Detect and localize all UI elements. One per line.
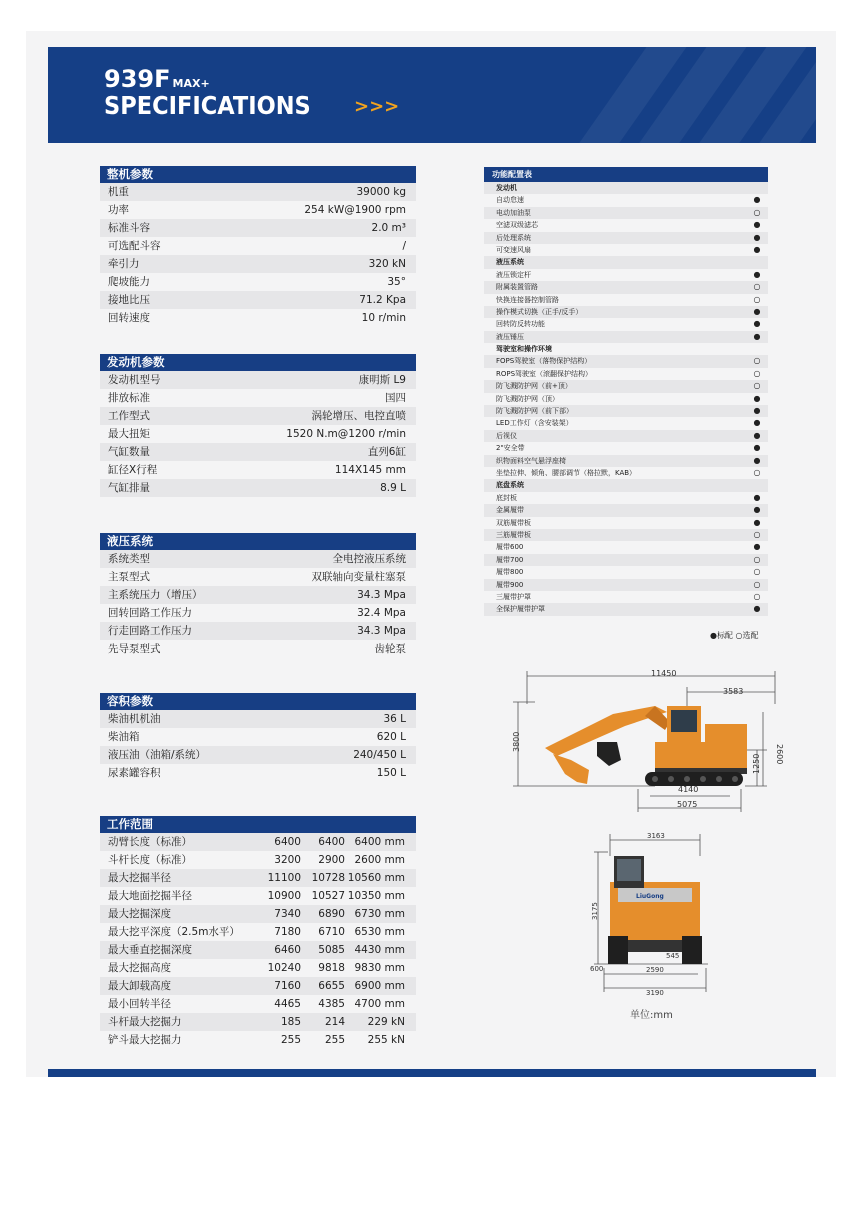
section-rows — [100, 371, 416, 497]
row-label: 缸径X行程 — [108, 464, 158, 476]
feature-mark — [746, 343, 768, 355]
engine-params-table — [100, 354, 416, 497]
row-value-a: 7340 — [274, 908, 301, 920]
feature-category — [484, 182, 768, 194]
feature-row — [484, 294, 768, 306]
section-rows — [100, 710, 416, 782]
row-value-a: 10240 — [267, 962, 301, 974]
table-row — [100, 371, 416, 389]
feature-row — [484, 430, 768, 442]
table-row — [100, 764, 416, 782]
table-row — [100, 461, 416, 479]
section-title: 发动机参数 — [100, 354, 416, 371]
table-row — [100, 851, 416, 869]
table-row — [100, 604, 416, 622]
row-value-b: 9818 — [318, 962, 345, 974]
feature-table-title: 功能配置表 — [484, 167, 768, 182]
row-label: 柴油机机油 — [108, 713, 161, 725]
row-label: 系统类型 — [108, 553, 150, 565]
row-label: 发动机型号 — [108, 374, 161, 386]
feature-mark: ● — [753, 418, 761, 428]
row-value: 齿轮泵 — [374, 643, 406, 655]
feature-name: 快换连接器控制管路 — [496, 295, 559, 304]
footer-bar — [48, 1069, 816, 1077]
feature-mark: ● — [753, 244, 761, 254]
feature-mark: ● — [753, 406, 761, 416]
dim-undercarriage-length: 5075 — [677, 800, 698, 809]
table-row — [100, 869, 416, 887]
table-row — [100, 425, 416, 443]
dim-overall-length: 11450 — [651, 669, 677, 678]
feature-name: 三筋履带板 — [496, 530, 531, 539]
dim-cab-height: 3175 — [591, 902, 599, 920]
table-row — [100, 479, 416, 497]
section-rows — [100, 833, 416, 1049]
feature-name: 附属装置管路 — [496, 283, 538, 292]
feature-mark: ● — [753, 195, 761, 205]
feature-mark: ● — [753, 517, 761, 527]
row-value-c: 6730 mm — [354, 908, 405, 920]
header-banner — [48, 47, 816, 143]
feature-name: 双筋履带板 — [496, 518, 531, 527]
model-name: 939F MAX+ — [104, 65, 210, 93]
section-rows — [100, 550, 416, 658]
feature-mark: ○ — [753, 579, 761, 589]
feature-row — [484, 380, 768, 392]
row-label: 最大卸载高度 — [108, 980, 171, 992]
machine-params-table — [100, 166, 416, 327]
row-value: 36 L — [383, 713, 406, 725]
table-row — [100, 905, 416, 923]
row-value-b: 214 — [324, 1016, 345, 1028]
table-row — [100, 389, 416, 407]
row-value-b: 10527 — [311, 890, 345, 902]
unit-label: 单位:mm — [630, 1010, 673, 1021]
feature-row — [484, 306, 768, 318]
table-row — [100, 407, 416, 425]
working-range-table — [100, 816, 416, 1049]
row-label: 主系统压力（增压） — [108, 589, 203, 601]
row-label: 行走回路工作压力 — [108, 625, 192, 637]
table-row — [100, 291, 416, 309]
feature-mark: ● — [753, 220, 761, 230]
table-row — [100, 959, 416, 977]
row-value: 2.0 m³ — [371, 222, 406, 234]
feature-row — [484, 455, 768, 467]
feature-row — [484, 504, 768, 516]
table-row — [100, 728, 416, 746]
dim-track-length: 4140 — [678, 785, 699, 794]
feature-row — [484, 331, 768, 343]
section-title: 容积参数 — [100, 693, 416, 710]
row-value-a: 255 — [280, 1034, 301, 1046]
row-value-b: 4385 — [318, 998, 345, 1010]
feature-name: 底封板 — [496, 493, 517, 502]
dim-gauge: 2590 — [646, 966, 664, 974]
table-row — [100, 995, 416, 1013]
feature-row — [484, 467, 768, 479]
feature-category — [484, 256, 768, 268]
row-value-a: 11100 — [267, 872, 301, 884]
row-value-c: 6900 mm — [354, 980, 405, 992]
feature-mark: ● — [753, 306, 761, 316]
feature-row — [484, 355, 768, 367]
row-value-b: 5085 — [318, 944, 345, 956]
row-value-c: 6400 mm — [354, 836, 405, 848]
feature-name: 履带900 — [496, 580, 524, 589]
row-value: 1520 N.m@1200 r/min — [286, 428, 406, 440]
section-title: 整机参数 — [100, 166, 416, 183]
table-row — [100, 309, 416, 327]
feature-mark: ○ — [753, 282, 761, 292]
feature-name: 2"安全带 — [496, 444, 525, 453]
row-value: 康明斯 L9 — [358, 374, 406, 386]
feature-name: 驾驶室和操作环境 — [496, 345, 552, 354]
feature-mark: ● — [753, 319, 761, 329]
row-value: 32.4 Mpa — [357, 607, 406, 619]
table-row — [100, 923, 416, 941]
feature-name: FOPS驾驶室（落物保护结构） — [496, 357, 592, 366]
table-row — [100, 710, 416, 728]
excavator-front-view — [588, 828, 728, 998]
feature-mark: ● — [753, 269, 761, 279]
feature-name: 自动怠速 — [496, 196, 524, 205]
table-row — [100, 622, 416, 640]
dim-upper-width: 3163 — [647, 832, 665, 840]
row-label: 最大挖掘半径 — [108, 872, 171, 884]
feature-mark: ● — [753, 455, 761, 465]
row-label: 斗杆最大挖掘力 — [108, 1016, 182, 1028]
feature-mark: ○ — [753, 591, 761, 601]
feature-name: 织物面料空气悬浮座椅 — [496, 456, 566, 465]
row-value-c: 229 kN — [367, 1016, 405, 1028]
dim-shoe-width: 600 — [590, 965, 604, 973]
hydraulic-system-table — [100, 533, 416, 658]
feature-mark: ○ — [753, 294, 761, 304]
feature-row — [484, 541, 768, 553]
feature-legend: ●标配 ○选配 — [710, 631, 759, 640]
row-value-c: 6530 mm — [354, 926, 405, 938]
row-value: 39000 kg — [356, 186, 406, 198]
row-value-b: 10728 — [311, 872, 345, 884]
row-label: 气缸数量 — [108, 446, 150, 458]
row-label: 动臂长度（标准） — [108, 836, 192, 848]
feature-name: 后处理系统 — [496, 233, 531, 242]
row-label: 最大挖平深度（2.5m水平） — [108, 926, 240, 938]
feature-mark — [746, 479, 768, 491]
row-value: / — [402, 240, 406, 252]
table-row — [100, 640, 416, 658]
row-value-b: 6400 — [318, 836, 345, 848]
feature-row — [484, 417, 768, 429]
row-value-a: 3200 — [274, 854, 301, 866]
row-value: 150 L — [376, 767, 406, 779]
row-label: 最大挖掘高度 — [108, 962, 171, 974]
row-label: 最大地面挖掘半径 — [108, 890, 192, 902]
row-value-b: 6710 — [318, 926, 345, 938]
row-label: 先导泵型式 — [108, 643, 161, 655]
row-value: 620 L — [376, 731, 406, 743]
section-rows — [100, 183, 416, 327]
feature-mark: ● — [753, 331, 761, 341]
row-label: 可选配斗容 — [108, 240, 161, 252]
table-row — [100, 1031, 416, 1049]
table-row — [100, 550, 416, 568]
feature-name: 履带600 — [496, 543, 524, 552]
feature-category — [484, 343, 768, 355]
row-label: 尿素罐容积 — [108, 767, 161, 779]
row-value: 8.9 L — [380, 482, 406, 494]
feature-row — [484, 517, 768, 529]
feature-row — [484, 244, 768, 256]
table-row — [100, 273, 416, 291]
feature-row — [484, 579, 768, 591]
feature-name: 底盘系统 — [496, 481, 524, 490]
feature-name: 发动机 — [496, 184, 517, 192]
table-row — [100, 746, 416, 764]
row-value-c: 255 kN — [367, 1034, 405, 1046]
row-value: 254 kW@1900 rpm — [304, 204, 406, 216]
row-value-c: 2600 mm — [354, 854, 405, 866]
feature-mark: ● — [753, 393, 761, 403]
capacity-params-table — [100, 693, 416, 782]
row-value-a: 7160 — [274, 980, 301, 992]
feature-row — [484, 232, 768, 244]
row-label: 标准斗容 — [108, 222, 150, 234]
feature-row — [484, 207, 768, 219]
feature-name: 液压系统 — [496, 258, 524, 267]
feature-row — [484, 603, 768, 615]
dim-overall-width: 3190 — [646, 989, 664, 997]
row-label: 爬坡能力 — [108, 276, 150, 288]
row-label: 最大扭矩 — [108, 428, 150, 440]
row-value: 71.2 Kpa — [359, 294, 406, 306]
feature-name: 空滤双级滤芯 — [496, 221, 538, 230]
row-label: 机重 — [108, 186, 129, 198]
row-value-a: 6400 — [274, 836, 301, 848]
row-value-c: 4430 mm — [354, 944, 405, 956]
feature-name: 后视仪 — [496, 431, 517, 440]
dim-height-2600: 2600 — [775, 744, 784, 765]
row-label: 回转回路工作压力 — [108, 607, 192, 619]
feature-row — [484, 591, 768, 603]
table-row — [100, 183, 416, 201]
feature-mark: ○ — [753, 554, 761, 564]
row-value-c: 9830 mm — [354, 962, 405, 974]
feature-row — [484, 269, 768, 281]
feature-name: 液压锁定杆 — [496, 270, 531, 279]
row-value: 240/450 L — [353, 749, 406, 761]
row-value-a: 4465 — [274, 998, 301, 1010]
feature-row — [484, 368, 768, 380]
feature-mark: ○ — [753, 567, 761, 577]
row-value-b: 255 — [324, 1034, 345, 1046]
row-value: 双联轴向变量柱塞泵 — [311, 571, 406, 583]
row-label: 牵引力 — [108, 258, 140, 270]
row-value: 10 r/min — [361, 312, 406, 324]
feature-name: 坐垫拉伸、倾角、腰部调节（格拉默，KAB） — [496, 468, 637, 477]
feature-name: 电动加油泵 — [496, 208, 531, 217]
feature-mark: ○ — [753, 529, 761, 539]
feature-row — [484, 529, 768, 541]
feature-name: 防飞溅防护网（顶） — [496, 394, 559, 403]
section-title: 液压系统 — [100, 533, 416, 550]
row-value: 114X145 mm — [334, 464, 406, 476]
feature-name: 操作模式切换（正手/反手） — [496, 307, 583, 316]
row-value-a: 185 — [280, 1016, 301, 1028]
table-row — [100, 568, 416, 586]
row-value: 35° — [387, 276, 406, 288]
row-value: 全电控液压系统 — [332, 553, 406, 565]
dim-height-1250: 1250 — [752, 753, 761, 774]
row-label: 铲斗最大挖掘力 — [108, 1034, 182, 1046]
feature-row — [484, 442, 768, 454]
dim-ground-clearance: 545 — [666, 952, 680, 960]
feature-mark: ○ — [753, 356, 761, 366]
table-row — [100, 201, 416, 219]
feature-name: 防飞溅防护网（前下部） — [496, 407, 573, 416]
feature-row — [484, 554, 768, 566]
feature-name: 液压锤压 — [496, 332, 524, 341]
feature-name: 可变速风扇 — [496, 245, 531, 254]
row-value: 34.3 Mpa — [357, 625, 406, 637]
table-row — [100, 219, 416, 237]
excavator-side-view — [505, 664, 790, 814]
row-label: 柴油箱 — [108, 731, 140, 743]
table-row — [100, 977, 416, 995]
feature-name: 回转防反转功能 — [496, 320, 545, 329]
page-title: SPECIFICATIONS — [104, 91, 311, 120]
row-value-b: 6655 — [318, 980, 345, 992]
feature-mark: ● — [753, 542, 761, 552]
row-value-c: 10560 mm — [347, 872, 405, 884]
dim-height-3800: 3800 — [512, 731, 521, 752]
row-value: 34.3 Mpa — [357, 589, 406, 601]
row-value-c: 4700 mm — [354, 998, 405, 1010]
table-row — [100, 1013, 416, 1031]
table-row — [100, 833, 416, 851]
row-value-b: 2900 — [318, 854, 345, 866]
feature-row — [484, 219, 768, 231]
feature-mark: ○ — [753, 207, 761, 217]
feature-name: 三履带护罩 — [496, 592, 531, 601]
feature-mark: ○ — [753, 368, 761, 378]
row-label: 液压油（油箱/系统） — [108, 749, 207, 761]
row-label: 最大挖掘深度 — [108, 908, 171, 920]
row-value-a: 10900 — [267, 890, 301, 902]
row-value-b: 6890 — [318, 908, 345, 920]
row-label: 最小回转半径 — [108, 998, 171, 1010]
row-value: 国四 — [385, 392, 406, 404]
table-row — [100, 586, 416, 604]
row-label: 主泵型式 — [108, 571, 150, 583]
feature-name: ROPS驾驶室（滚翻保护结构） — [496, 369, 593, 378]
feature-mark — [746, 182, 768, 194]
feature-mark: ● — [753, 443, 761, 453]
row-value-a: 6460 — [274, 944, 301, 956]
feature-mark: ● — [753, 232, 761, 242]
row-value-c: 10350 mm — [347, 890, 405, 902]
feature-mark: ● — [753, 430, 761, 440]
row-value: 320 kN — [368, 258, 406, 270]
feature-mark — [746, 256, 768, 268]
feature-mark: ○ — [753, 467, 761, 477]
row-value: 涡轮增压、电控直喷 — [311, 410, 406, 422]
feature-row — [484, 194, 768, 206]
row-label: 工作型式 — [108, 410, 150, 422]
feature-name: 金属履带 — [496, 506, 524, 515]
section-title: 工作范围 — [100, 816, 416, 833]
feature-name: 防飞溅防护网（前+顶） — [496, 382, 572, 391]
row-value-a: 7180 — [274, 926, 301, 938]
row-label: 接地比压 — [108, 294, 150, 306]
feature-mark: ○ — [753, 381, 761, 391]
row-label: 排放标准 — [108, 392, 150, 404]
feature-mark: ● — [753, 604, 761, 614]
feature-name: 履带700 — [496, 555, 524, 564]
table-row — [100, 237, 416, 255]
feature-category — [484, 479, 768, 491]
row-value: 直列6缸 — [367, 446, 406, 458]
row-label: 气缸排量 — [108, 482, 150, 494]
table-row — [100, 887, 416, 905]
feature-row — [484, 492, 768, 504]
feature-name: LED工作灯（含安装架） — [496, 419, 573, 428]
feature-config-table — [484, 167, 768, 616]
row-label: 最大垂直挖掘深度 — [108, 944, 192, 956]
feature-name: 全保护履带护罩 — [496, 605, 545, 614]
table-row — [100, 443, 416, 461]
feature-row — [484, 281, 768, 293]
feature-mark: ● — [753, 492, 761, 502]
feature-row — [484, 405, 768, 417]
feature-name: 履带800 — [496, 568, 524, 577]
table-row — [100, 255, 416, 273]
table-row — [100, 941, 416, 959]
feature-mark: ● — [753, 505, 761, 515]
row-label: 回转速度 — [108, 312, 150, 324]
row-label: 斗杆长度（标准） — [108, 854, 192, 866]
feature-row — [484, 318, 768, 330]
row-label: 功率 — [108, 204, 129, 216]
feature-row — [484, 393, 768, 405]
brand-logo-text: LiuGong — [636, 893, 664, 900]
dim-tail-length: 3583 — [723, 687, 744, 696]
arrows-decoration: >>> — [354, 96, 400, 117]
feature-row — [484, 566, 768, 578]
